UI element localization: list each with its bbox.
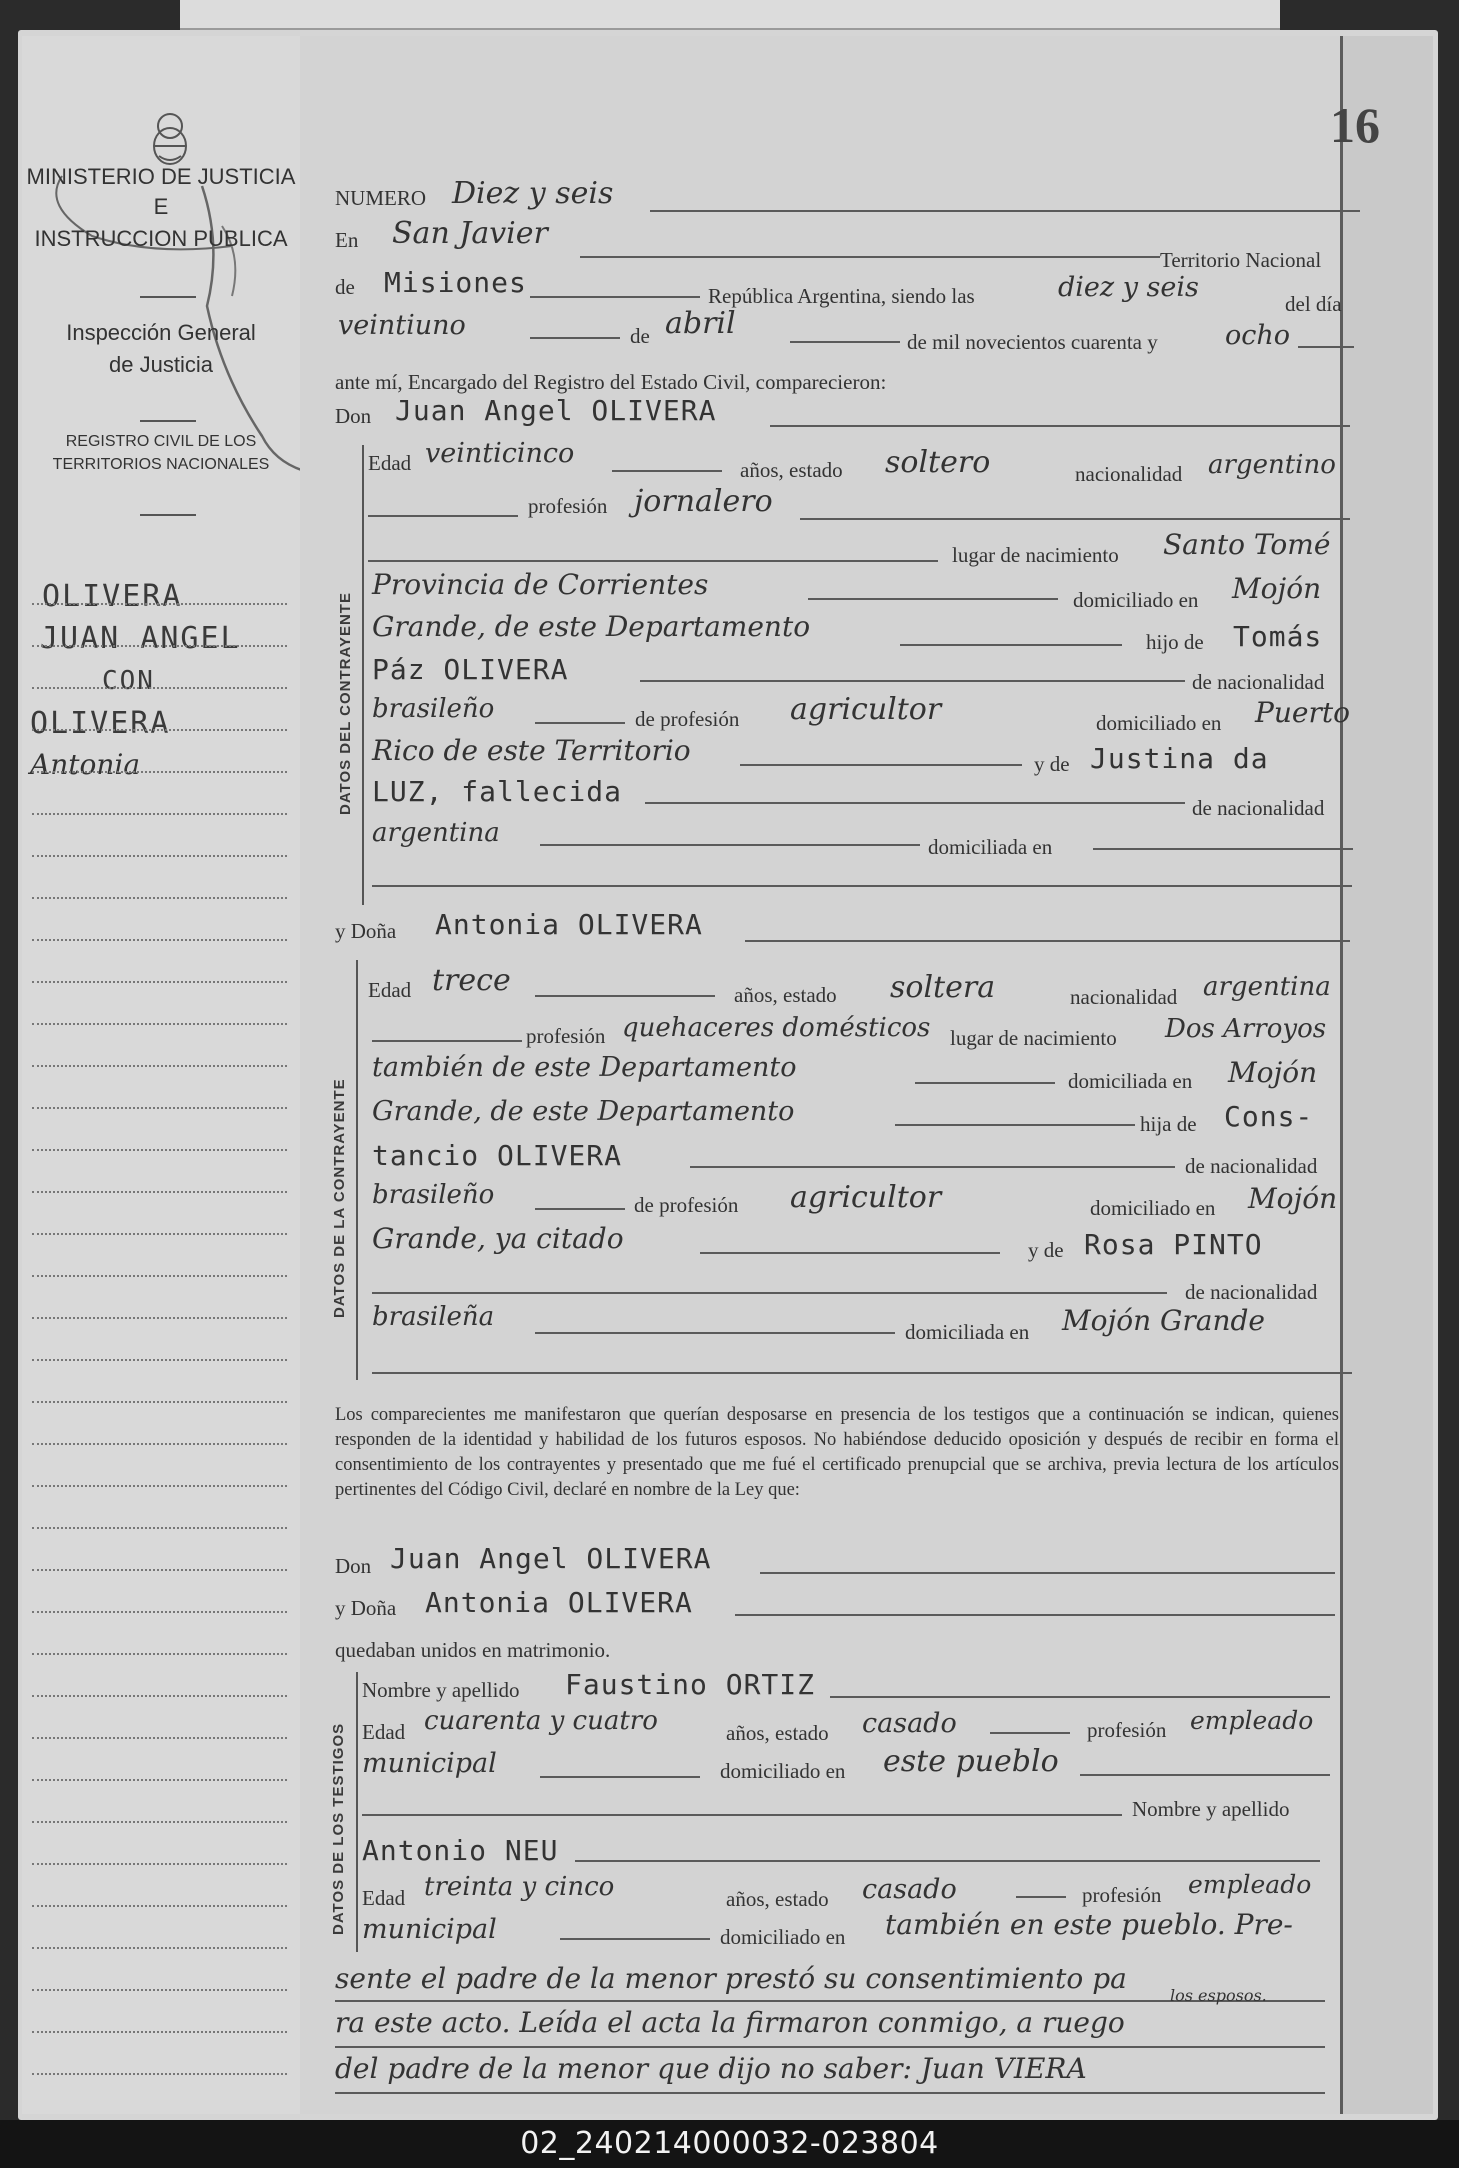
- witness2-name: Antonio NEU: [362, 1834, 559, 1867]
- witness2-anos-label: años, estado: [726, 1887, 829, 1911]
- bride-domiciliada-label: domiciliada en: [1068, 1069, 1193, 1093]
- margin-note-line-5: Antonia: [30, 748, 141, 781]
- witness1-domiciliado-label: domiciliado en: [720, 1759, 846, 1783]
- groom-don-label: Don: [335, 404, 372, 428]
- groom-mother-nationality: argentina: [372, 818, 500, 848]
- stub-ruled-line: [32, 813, 287, 815]
- declaration-closing: quedaban unidos en matrimonio.: [335, 1638, 611, 1662]
- bride-estado: soltera: [890, 970, 996, 1005]
- stub-ruled-line: [32, 1947, 287, 1949]
- territory-value: Misiones: [384, 266, 527, 299]
- bride-lugar-label: lugar de nacimiento: [950, 1026, 1117, 1050]
- witness2-age: treinta y cinco: [424, 1872, 615, 1902]
- witness1-edad-label: Edad: [362, 1720, 406, 1744]
- stub-ruled-line: [32, 1905, 287, 1907]
- groom-edad-label: Edad: [368, 451, 412, 475]
- stub-ruled-line: [32, 1611, 287, 1613]
- stub-divider: [140, 514, 196, 516]
- page-right-edge: [1343, 36, 1433, 2114]
- stub-ruled-line: [32, 939, 287, 941]
- stub-ruled-line: [32, 1569, 287, 1571]
- de-label: de: [335, 275, 355, 299]
- declaration-paragraph: Los comparecientes me manifestaron que querían desposarse en presencia de los testigos que a continuación se indican, quienes responden de la identidad y habilidad de los futuros esposos. No habiéndose deducido oposición y después de recibir en forma el consentimiento de los contrayentes y presentado que me fué el certificado prenupcial que se archiva, previa lectura de los artículos pertinentes del Código Civil, declaré en nombre de la Ley que:: [335, 1405, 1339, 1500]
- stub-ruled-line: [32, 855, 287, 857]
- groom-y-de-label: y de: [1034, 752, 1070, 776]
- witness1-anos-label: años, estado: [726, 1721, 829, 1745]
- witness1-profession-1: empleado: [1190, 1706, 1314, 1735]
- bride-father-nationality: brasileño: [372, 1180, 495, 1210]
- groom-nationality: argentino: [1208, 450, 1336, 480]
- witness2-profesion-label: profesión: [1082, 1883, 1162, 1907]
- groom-mother-1: Justina da: [1090, 742, 1269, 775]
- groom-domicile-1: Mojón: [1232, 572, 1322, 605]
- stub-ruled-line: [32, 645, 287, 647]
- stub-ruled-line: [32, 1191, 287, 1193]
- bride-nationality: argentina: [1203, 972, 1331, 1002]
- note-line-3: del padre de la menor que dijo no saber: Juan VIERA: [335, 2052, 1087, 2085]
- year-label: de mil novecientos cuarenta y: [907, 330, 1158, 354]
- groom-nacionalidad-label: nacionalidad: [1075, 462, 1183, 486]
- stub-ruled-line: [32, 981, 287, 983]
- stub-ruled-line: [32, 1359, 287, 1361]
- groom-mother-2: LUZ, fallecida: [372, 775, 623, 808]
- bride-father-domicile-label: domiciliado en: [1090, 1196, 1216, 1220]
- witness1-profession-2: municipal: [362, 1748, 497, 1779]
- day-value: veintiuno: [338, 310, 466, 341]
- stub-ruled-line: [32, 1737, 287, 1739]
- bride-domicile-2: Grande, de este Departamento: [372, 1096, 795, 1127]
- bride-father-profession: agricultor: [790, 1180, 942, 1215]
- bride-mother-nationality-label: de nacionalidad: [1185, 1280, 1318, 1304]
- bride-de-profesion-label: de profesión: [634, 1193, 739, 1217]
- groom-birthplace-2: Provincia de Corrientes: [372, 568, 709, 601]
- registry-line-2: TERRITORIOS NACIONALES: [52, 456, 270, 473]
- stub-ruled-line: [32, 603, 287, 605]
- stub-ruled-line: [32, 1233, 287, 1235]
- groom-profesion-label: profesión: [528, 494, 608, 518]
- groom-domicile-2: Grande, de este Departamento: [372, 610, 811, 643]
- stub-ruled-line: [32, 1821, 287, 1823]
- witness2-edad-label: Edad: [362, 1886, 406, 1910]
- republica-label: República Argentina, siendo las: [708, 284, 975, 308]
- stub-ruled-line: [32, 1065, 287, 1067]
- bride-mother: Rosa PINTO: [1084, 1228, 1263, 1261]
- note-line-2: ra este acto. Leída el acta la firmaron conmigo, a ruego: [335, 2006, 1125, 2039]
- stub-ruled-line: [32, 1485, 287, 1487]
- witness1-domicile: este pueblo: [883, 1744, 1059, 1779]
- margin-note-line-4: OLIVERA: [30, 706, 171, 741]
- stub-ruled-line: [32, 1275, 287, 1277]
- groom-de-nacionalidad-label: de nacionalidad: [1192, 670, 1325, 694]
- groom-father-domicile-1: Puerto: [1255, 696, 1350, 729]
- margin-note-line-2: JUAN ANGEL: [40, 621, 241, 656]
- footer-code: 02_240214000032-023804: [0, 2120, 1459, 2168]
- bride-birthplace-1: Dos Arroyos: [1165, 1014, 1327, 1044]
- groom-father-profession: agricultor: [790, 692, 942, 727]
- place-value: San Javier: [392, 216, 548, 251]
- stub-ruled-line: [32, 2073, 287, 2075]
- registry-line-1: REGISTRO CIVIL DE LOS: [65, 433, 257, 450]
- stub-divider: [140, 420, 196, 422]
- witness1-estado: casado: [862, 1708, 957, 1739]
- bride-y-de-label: y de: [1028, 1238, 1064, 1262]
- bride-de-nacionalidad-label: de nacionalidad: [1185, 1154, 1318, 1178]
- territorio-label: Territorio Nacional: [1160, 248, 1322, 272]
- groom-father-domicile-2: Rico de este Territorio: [372, 734, 691, 767]
- groom-anos-label: años, estado: [740, 458, 843, 482]
- bride-dona-label: y Doña: [335, 919, 397, 943]
- top-page-strip: [180, 0, 1280, 30]
- bride-profesion-label: profesión: [526, 1024, 606, 1048]
- groom-mother-nationality-label: de nacionalidad: [1192, 796, 1325, 820]
- inspection-line-2: de Justicia: [109, 352, 213, 377]
- stub-ruled-line: [32, 1317, 287, 1319]
- groom-hijo-label: hijo de: [1146, 630, 1204, 654]
- en-label: En: [335, 228, 359, 252]
- stub-ruled-line: [32, 1863, 287, 1865]
- declaration-bride-name: Antonia OLIVERA: [425, 1586, 693, 1619]
- ministry-line-2: E: [153, 194, 169, 219]
- witness1-profesion-label: profesión: [1087, 1718, 1167, 1742]
- margin-note-line-3: CON: [102, 666, 155, 696]
- stub-ruled-line: [32, 1023, 287, 1025]
- bride-mother-nationality: brasileña: [372, 1302, 495, 1332]
- stub-ruled-line: [32, 687, 287, 689]
- groom-domiciliada-label: domiciliada en: [928, 835, 1053, 859]
- groom-lugar-label: lugar de nacimiento: [952, 543, 1119, 567]
- register-stub: [22, 36, 303, 2114]
- stub-ruled-line: [32, 1149, 287, 1151]
- witness2-domicile: también en este pueblo. Pre-: [885, 1908, 1293, 1941]
- hour-value: diez y seis: [1058, 272, 1199, 303]
- groom-father-2: Páz OLIVERA: [372, 653, 569, 686]
- bride-father-1: Cons-: [1224, 1100, 1314, 1133]
- witness2-domiciliado-label: domiciliado en: [720, 1925, 846, 1949]
- groom-father-nationality: brasileño: [372, 694, 495, 724]
- stub-ruled-line: [32, 897, 287, 899]
- ministry-line-3: INSTRUCCION PUBLICA: [34, 226, 288, 251]
- bride-profession: quehaceres domésticos: [622, 1013, 931, 1043]
- stub-ruled-line: [32, 729, 287, 731]
- bride-section-label: DATOS DE LA CONTRAYENTE: [331, 1078, 348, 1318]
- stub-ruled-line: [32, 1695, 287, 1697]
- stub-ruled-line: [32, 1107, 287, 1109]
- witness1-age: cuarenta y cuatro: [424, 1706, 658, 1736]
- witness2-profession-2: municipal: [362, 1914, 497, 1945]
- note-insert: los esposos.: [1170, 1986, 1267, 2005]
- groom-name: Juan Angel OLIVERA: [395, 394, 717, 427]
- declaration-don-label: Don: [335, 1554, 372, 1578]
- ministry-line-1: MINISTERIO DE JUSTICIA: [26, 164, 296, 189]
- witness2-nombre-label: Nombre y apellido: [1132, 1797, 1290, 1821]
- inspection-line-1: Inspección General: [66, 320, 256, 345]
- stub-ruled-line: [32, 2031, 287, 2033]
- declaration-groom-name: Juan Angel OLIVERA: [390, 1542, 712, 1575]
- bride-domicile-1: Mojón: [1228, 1056, 1318, 1089]
- bride-father-domicile-2: Grande, ya citado: [372, 1222, 624, 1255]
- groom-domiciliado-label: domiciliado en: [1073, 588, 1199, 612]
- groom-section-label: DATOS DEL CONTRAYENTE: [337, 592, 354, 815]
- numero-label: NUMERO: [335, 186, 427, 210]
- bride-age: trece: [432, 963, 511, 998]
- witness2-estado: casado: [862, 1874, 957, 1905]
- margin-note-line-1: OLIVERA: [42, 579, 183, 614]
- numero-value: Diez y seis: [452, 176, 614, 211]
- stub-ruled-line: [32, 1989, 287, 1991]
- witness1-nombre-label: Nombre y apellido: [362, 1678, 520, 1702]
- ante-label: ante mí, Encargado del Registro del Estado Civil, comparecieron:: [335, 370, 887, 394]
- stub-ruled-line: [32, 1443, 287, 1445]
- witness2-profession-1: empleado: [1188, 1870, 1312, 1899]
- declaration-dona-label: y Doña: [335, 1596, 397, 1620]
- stub-ruled-line: [32, 1653, 287, 1655]
- stub-ruled-line: [32, 1779, 287, 1781]
- bride-hija-label: hija de: [1140, 1112, 1197, 1136]
- bride-nacionalidad-label: nacionalidad: [1070, 985, 1178, 1009]
- groom-birthplace-1: Santo Tomé: [1163, 528, 1331, 561]
- stub-ruled-line: [32, 771, 287, 773]
- groom-father-domicile-label: domiciliado en: [1096, 711, 1222, 735]
- groom-profession: jornalero: [634, 484, 773, 519]
- bride-anos-label: años, estado: [734, 983, 837, 1007]
- witness1-name: Faustino ORTIZ: [565, 1668, 816, 1701]
- bride-mother-domicile-label: domiciliada en: [905, 1320, 1030, 1344]
- year-suffix: ocho: [1225, 320, 1291, 351]
- del-dia-label: del día: [1285, 292, 1342, 316]
- bride-father-domicile-1: Mojón: [1248, 1182, 1338, 1215]
- bride-birthplace-2: también de este Departamento: [372, 1052, 797, 1083]
- groom-age: veinticinco: [425, 438, 575, 469]
- witnesses-section-label: DATOS DE LOS TESTIGOS: [330, 1722, 347, 1935]
- stub-divider: [140, 296, 196, 298]
- bride-edad-label: Edad: [368, 978, 412, 1002]
- groom-de-profesion-label: de profesión: [635, 707, 740, 731]
- groom-estado: soltero: [885, 445, 991, 480]
- groom-father-1: Tomás: [1233, 620, 1323, 653]
- page-number: 16: [1330, 97, 1380, 153]
- stub-ruled-line: [32, 1401, 287, 1403]
- stub-ruled-line: [32, 1527, 287, 1529]
- bride-father-2: tancio OLIVERA: [372, 1139, 623, 1172]
- bride-mother-domicile: Mojón Grande: [1062, 1304, 1265, 1337]
- note-line-1: sente el padre de la menor prestó su consentimiento pa: [335, 1962, 1127, 1995]
- de-label-2: de: [630, 324, 650, 348]
- month-value: abril: [665, 306, 736, 341]
- bride-name: Antonia OLIVERA: [435, 908, 703, 941]
